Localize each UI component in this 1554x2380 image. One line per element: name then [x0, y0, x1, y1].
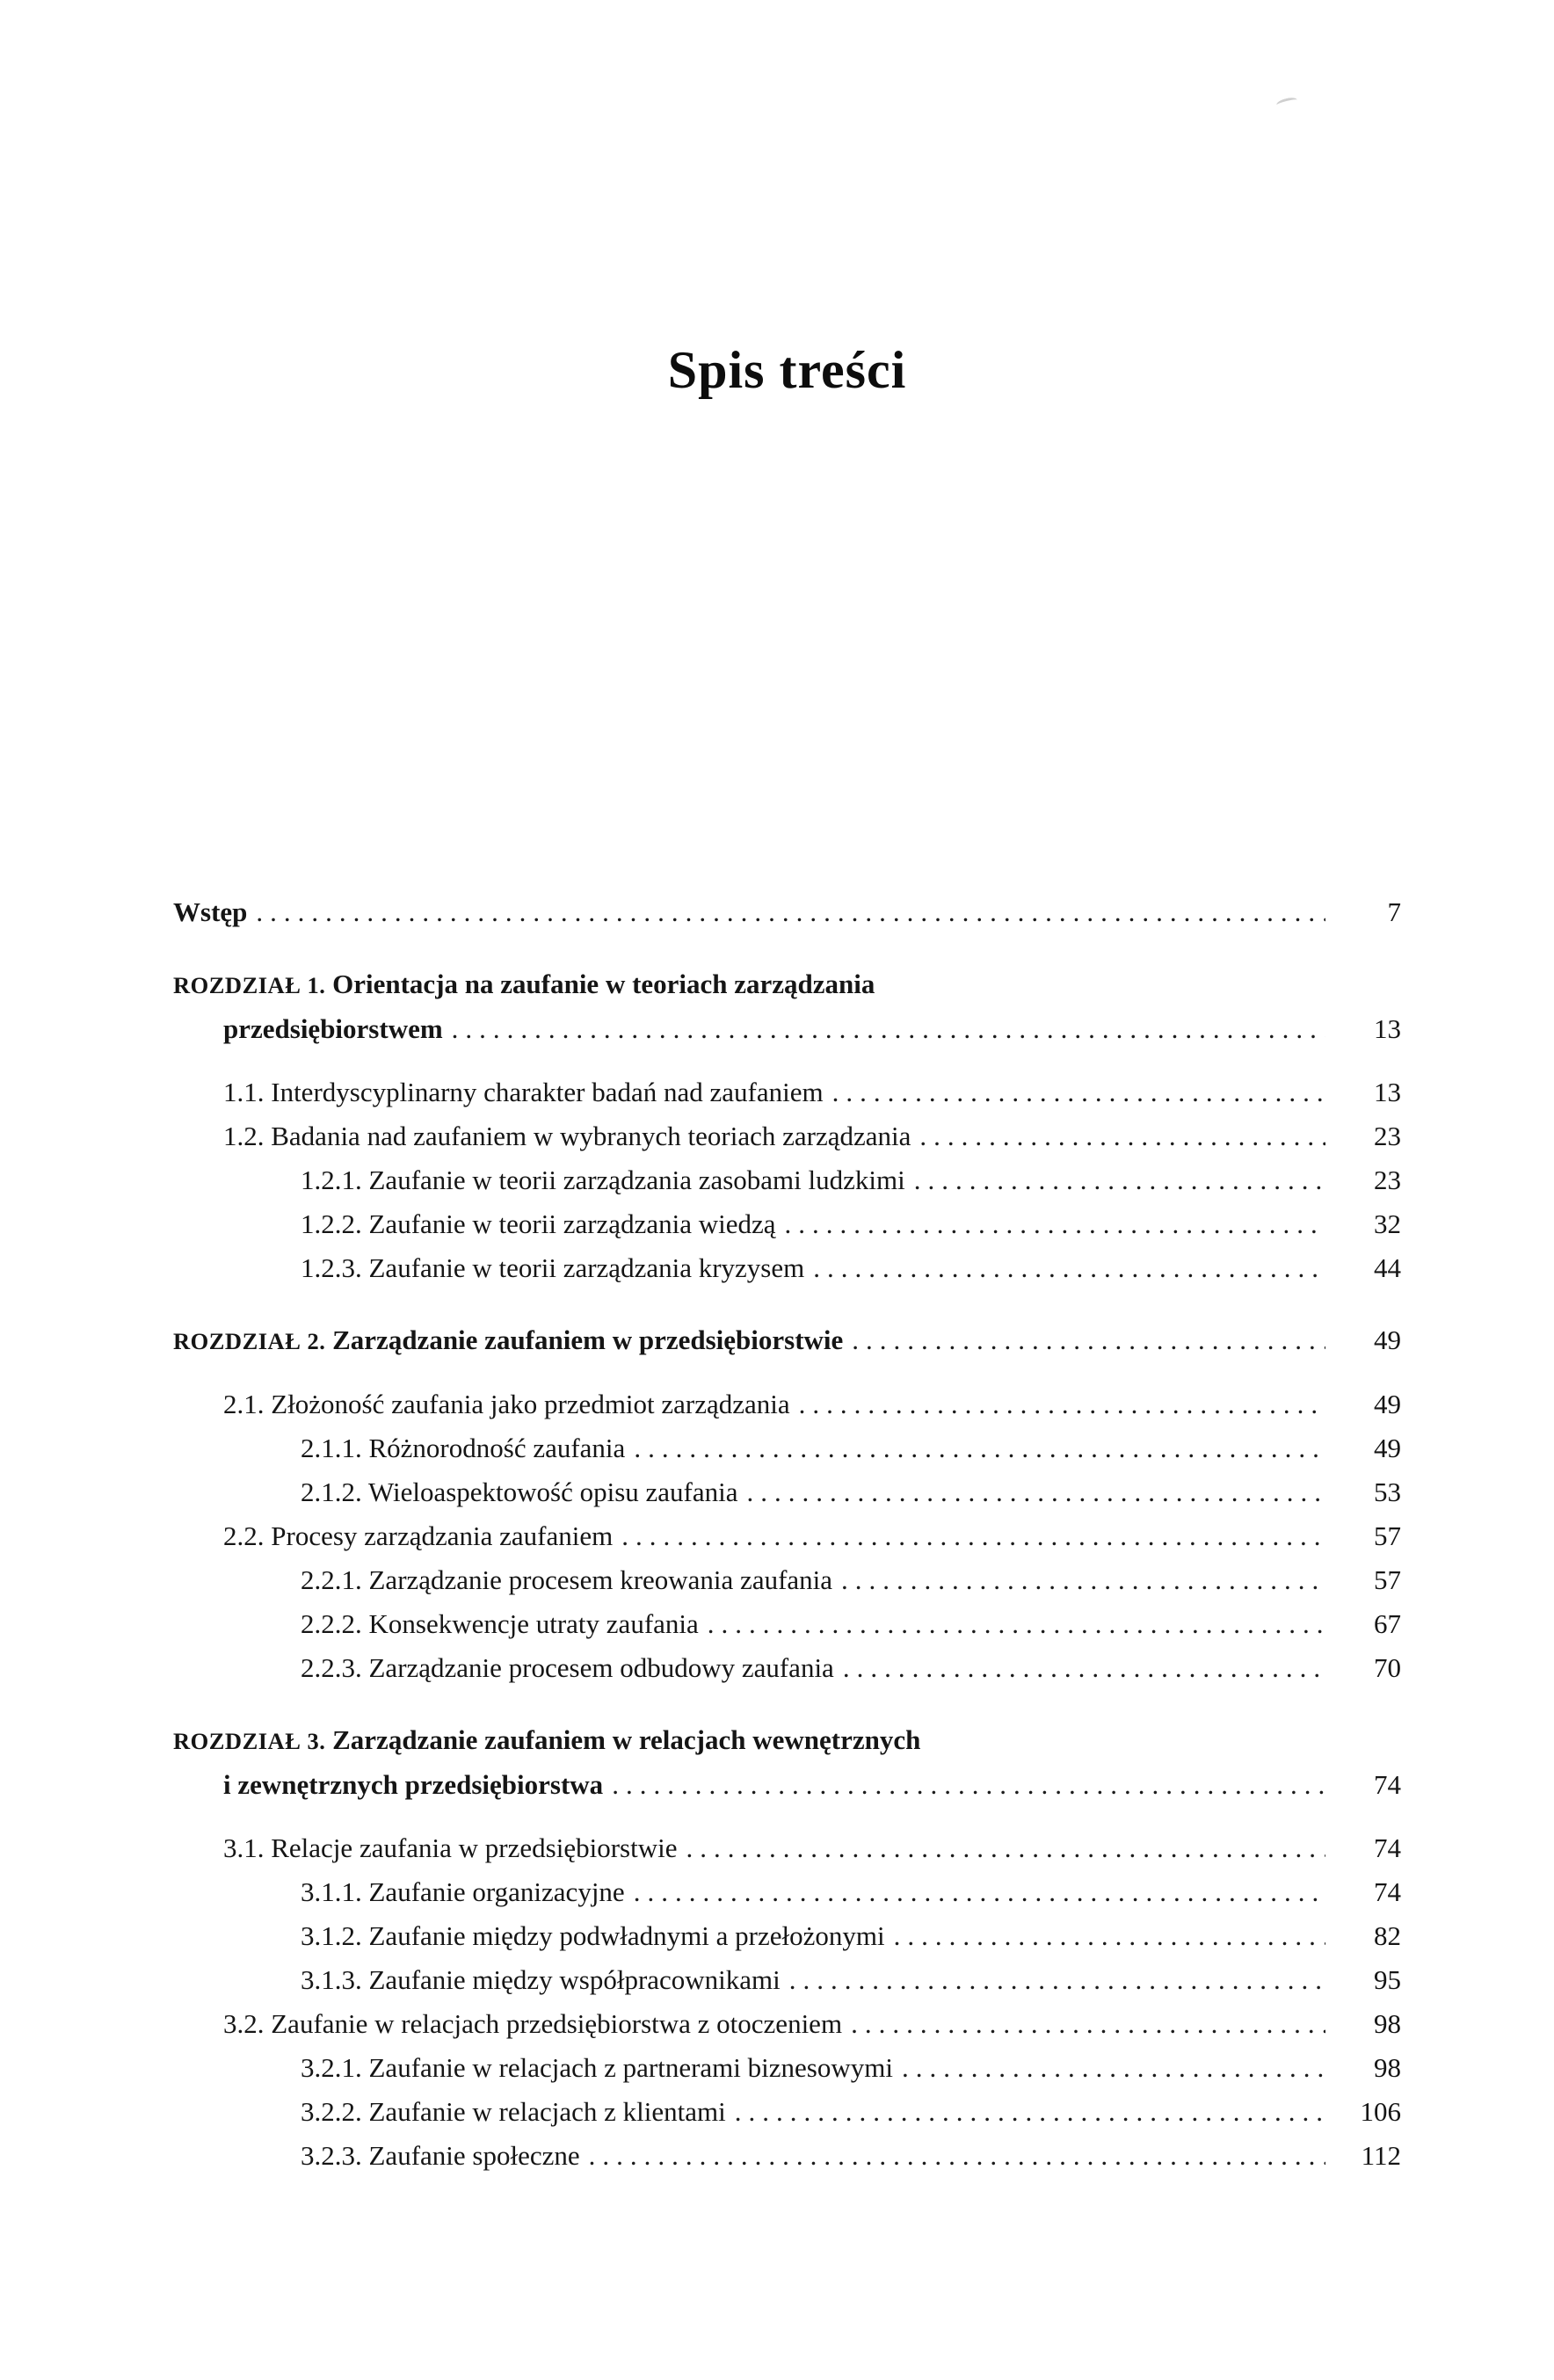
toc-entry-label: 3.1.1. Zaufanie organizacyjne [301, 1876, 625, 1907]
toc-entry-label: 2.2.3. Zarządzanie procesem odbudowy zaufania [301, 1652, 834, 1683]
dot-leader [851, 2002, 1325, 2046]
toc-entry [173, 1958, 1401, 2002]
dot-leader [708, 1602, 1325, 1646]
toc-entry-label: 2.1. Złożoność zaufania jako przedmiot zarządzania [223, 1389, 790, 1419]
toc-entry-label: 3.2.2. Zaufanie w relacjach z klientami [301, 2096, 726, 2127]
dot-leader [799, 1382, 1325, 1426]
toc-entry-label [173, 962, 875, 1007]
dot-leader [686, 1826, 1325, 1870]
toc-entry-page: 49 [1374, 1324, 1401, 1355]
toc-entry-label: 1.2.1. Zaufanie w teorii zarządzania zasobami ludzkimi [301, 1165, 905, 1195]
toc-entry-page: 32 [1374, 1208, 1401, 1239]
toc-entry-label: 3.2. Zaufanie w relacjach przedsiębiorstwa z otoczeniem [223, 2008, 843, 2039]
toc-entry [173, 890, 1401, 934]
toc-entry-page: 23 [1374, 1121, 1401, 1151]
toc-entry-label: 1.2. Badania nad zaufaniem w wybranych teoriach zarządzania [223, 1121, 911, 1151]
toc-entry-page: 98 [1374, 2008, 1401, 2039]
toc-entry [173, 1870, 1401, 1914]
chapter-title: Orientacja na zaufanie w teoriach zarządzania [332, 969, 875, 999]
toc-chapter-heading [173, 1318, 1401, 1363]
page-title: Spis treści [667, 341, 907, 399]
toc-chapter-heading-continued [173, 1763, 1401, 1807]
dot-leader [919, 1114, 1325, 1158]
toc-entry-label: przedsiębiorstwem [223, 1013, 443, 1044]
toc-entry-page: 57 [1374, 1564, 1401, 1595]
toc-entry-label: Wstęp [173, 896, 248, 927]
toc-entry-page: 49 [1374, 1389, 1401, 1419]
dot-leader [843, 1646, 1325, 1690]
toc-entry [173, 1826, 1401, 1870]
toc-entry-page: 70 [1374, 1652, 1401, 1683]
toc-entry-label: i zewnętrznych przedsiębiorstwa [223, 1769, 604, 1800]
toc-entry-page: 74 [1374, 1876, 1401, 1907]
dot-leader [789, 1958, 1325, 2002]
toc-entry-page: 49 [1374, 1433, 1401, 1463]
toc-entry-label: 1.1. Interdyscyplinarny charakter badań nad zaufaniem [223, 1077, 824, 1107]
toc-entry-label: 3.1.3. Zaufanie między współpracownikami [301, 1964, 781, 1995]
dot-leader [634, 1870, 1325, 1914]
chapter-number: ROZDZIAŁ 2. [173, 1328, 326, 1354]
table-of-contents [173, 890, 1401, 2178]
toc-entry [173, 1158, 1401, 1202]
toc-entry [173, 1646, 1401, 1690]
dot-leader [256, 890, 1325, 934]
dot-leader [813, 1246, 1325, 1290]
toc-entry [173, 1114, 1401, 1158]
toc-entry-label: 3.1.2. Zaufanie między podwładnymi a przełożonymi [301, 1920, 885, 1951]
toc-entry [173, 2046, 1401, 2090]
toc-entry [173, 1426, 1401, 1470]
toc-entry-label: 2.2.1. Zarządzanie procesem kreowania zaufania [301, 1564, 833, 1595]
toc-chapter-heading-continued [173, 1007, 1401, 1051]
toc-entry-page: 74 [1374, 1769, 1401, 1800]
toc-entry [173, 1246, 1401, 1290]
toc-entry [173, 1470, 1401, 1514]
dot-leader [634, 1426, 1325, 1470]
dot-leader [902, 2046, 1325, 2090]
dot-leader [894, 1914, 1325, 1958]
toc-entry [173, 2002, 1401, 2046]
toc-entry-page: 67 [1374, 1608, 1401, 1639]
toc-entry-page: 82 [1374, 1920, 1401, 1951]
dot-leader [841, 1558, 1325, 1602]
toc-entry-page: 7 [1387, 896, 1401, 927]
toc-entry-label: 3.1. Relacje zaufania w przedsiębiorstwie [223, 1832, 678, 1863]
toc-entry-label: 2.2. Procesy zarządzania zaufaniem [223, 1520, 614, 1551]
dot-leader [852, 1318, 1325, 1362]
chapter-number: ROZDZIAŁ 1. [173, 972, 326, 998]
toc-entry-page: 74 [1374, 1832, 1401, 1863]
dot-leader [785, 1202, 1326, 1246]
toc-chapter-heading [173, 962, 1401, 1007]
toc-entry-page: 57 [1374, 1520, 1401, 1551]
toc-entry-page: 53 [1374, 1477, 1401, 1507]
dot-leader [621, 1514, 1325, 1558]
toc-chapter-heading [173, 1718, 1401, 1763]
dot-leader [452, 1007, 1325, 1051]
page-content [173, 0, 1401, 2178]
toc-entry-page: 13 [1374, 1013, 1401, 1044]
toc-entry-label: 1.2.2. Zaufanie w teorii zarządzania wiedzą [301, 1208, 776, 1239]
toc-entry-label: 3.2.1. Zaufanie w relacjach z partnerami biznesowymi [301, 2052, 893, 2083]
dot-leader [832, 1070, 1325, 1114]
dot-leader [914, 1158, 1325, 1202]
dot-leader [747, 1470, 1326, 1514]
dot-leader [735, 2090, 1325, 2134]
toc-entry-label [173, 1718, 920, 1763]
dot-leader [612, 1763, 1325, 1807]
toc-entry-label: 3.2.3. Zaufanie społeczne [301, 2140, 580, 2171]
chapter-title: Zarządzanie zaufaniem w przedsiębiorstwie [332, 1324, 844, 1355]
dot-leader [589, 2134, 1325, 2178]
toc-entry-page: 23 [1374, 1165, 1401, 1195]
toc-entry [173, 1914, 1401, 1958]
toc-entry-label: 1.2.3. Zaufanie w teorii zarządzania kryzysem [301, 1252, 805, 1283]
toc-entry [173, 1070, 1401, 1114]
toc-entry [173, 1382, 1401, 1426]
toc-entry-label: 2.2.2. Konsekwencje utraty zaufania [301, 1608, 699, 1639]
toc-entry [173, 1514, 1401, 1558]
toc-entry [173, 1202, 1401, 1246]
toc-entry-label: 2.1.1. Różnorodność zaufania [301, 1433, 626, 1463]
toc-entry [173, 1602, 1401, 1646]
toc-entry [173, 1558, 1401, 1602]
toc-entry [173, 2134, 1401, 2178]
toc-entry-page: 95 [1374, 1964, 1401, 1995]
toc-entry-page: 98 [1374, 2052, 1401, 2083]
toc-entry-page: 44 [1374, 1252, 1401, 1283]
toc-entry-label: 2.1.2. Wieloaspektowość opisu zaufania [301, 1477, 738, 1507]
chapter-number: ROZDZIAŁ 3. [173, 1728, 326, 1754]
toc-entry-label [173, 1318, 843, 1363]
toc-entry-page: 106 [1360, 2096, 1401, 2127]
toc-entry [173, 2090, 1401, 2134]
toc-entry-page: 13 [1374, 1077, 1401, 1107]
chapter-title: Zarządzanie zaufaniem w relacjach wewnętrznych [332, 1724, 921, 1755]
toc-entry-page: 112 [1361, 2140, 1401, 2171]
